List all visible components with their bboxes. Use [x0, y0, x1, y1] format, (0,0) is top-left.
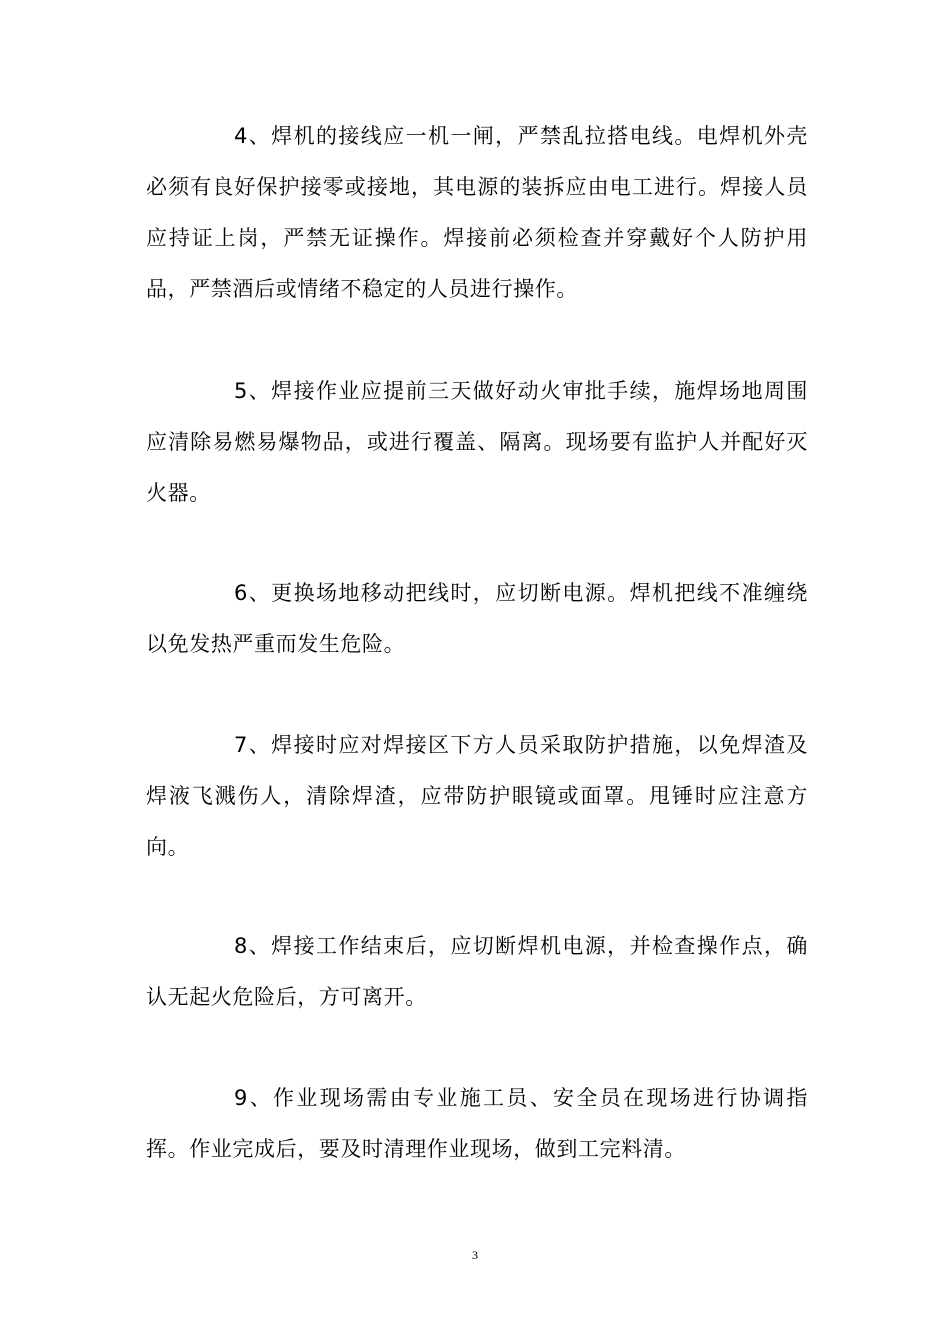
page-number: 3 — [472, 1248, 478, 1262]
paragraph-item-4: 4、焊机的接线应一机一闸，严禁乱拉搭电线。电焊机外壳必须有良好保护接零或接地，其电源的装拆应由电工进行。焊接人员应持证上岗，严禁无证操作。焊接前必须检查并穿戴好个人防护用品，严禁酒后或情绪不稳定的人员进行操作。 — [146, 124, 808, 301]
paragraph-item-8: 8、焊接工作结束后，应切断焊机电源，并检查操作点，确认无起火危险后，方可离开。 — [146, 934, 808, 1009]
paragraph-item-7: 7、焊接时应对焊接区下方人员采取防护措施，以免焊渣及焊液飞溅伤人，清除焊渣，应带防护眼镜或面罩。甩锤时应注意方向。 — [146, 733, 808, 859]
paragraph-item-6: 6、更换场地移动把线时，应切断电源。焊机把线不准缠绕以免发热严重而发生危险。 — [146, 581, 808, 656]
paragraph-item-5: 5、焊接作业应提前三天做好动火审批手续，施焊场地周围应清除易燃易爆物品，或进行覆盖、隔离。现场要有监护人并配好灭火器。 — [146, 379, 808, 505]
paragraph-item-9: 9、作业现场需由专业施工员、安全员在现场进行协调指挥。作业完成后，要及时清理作业现场，做到工完料清。 — [146, 1086, 808, 1161]
